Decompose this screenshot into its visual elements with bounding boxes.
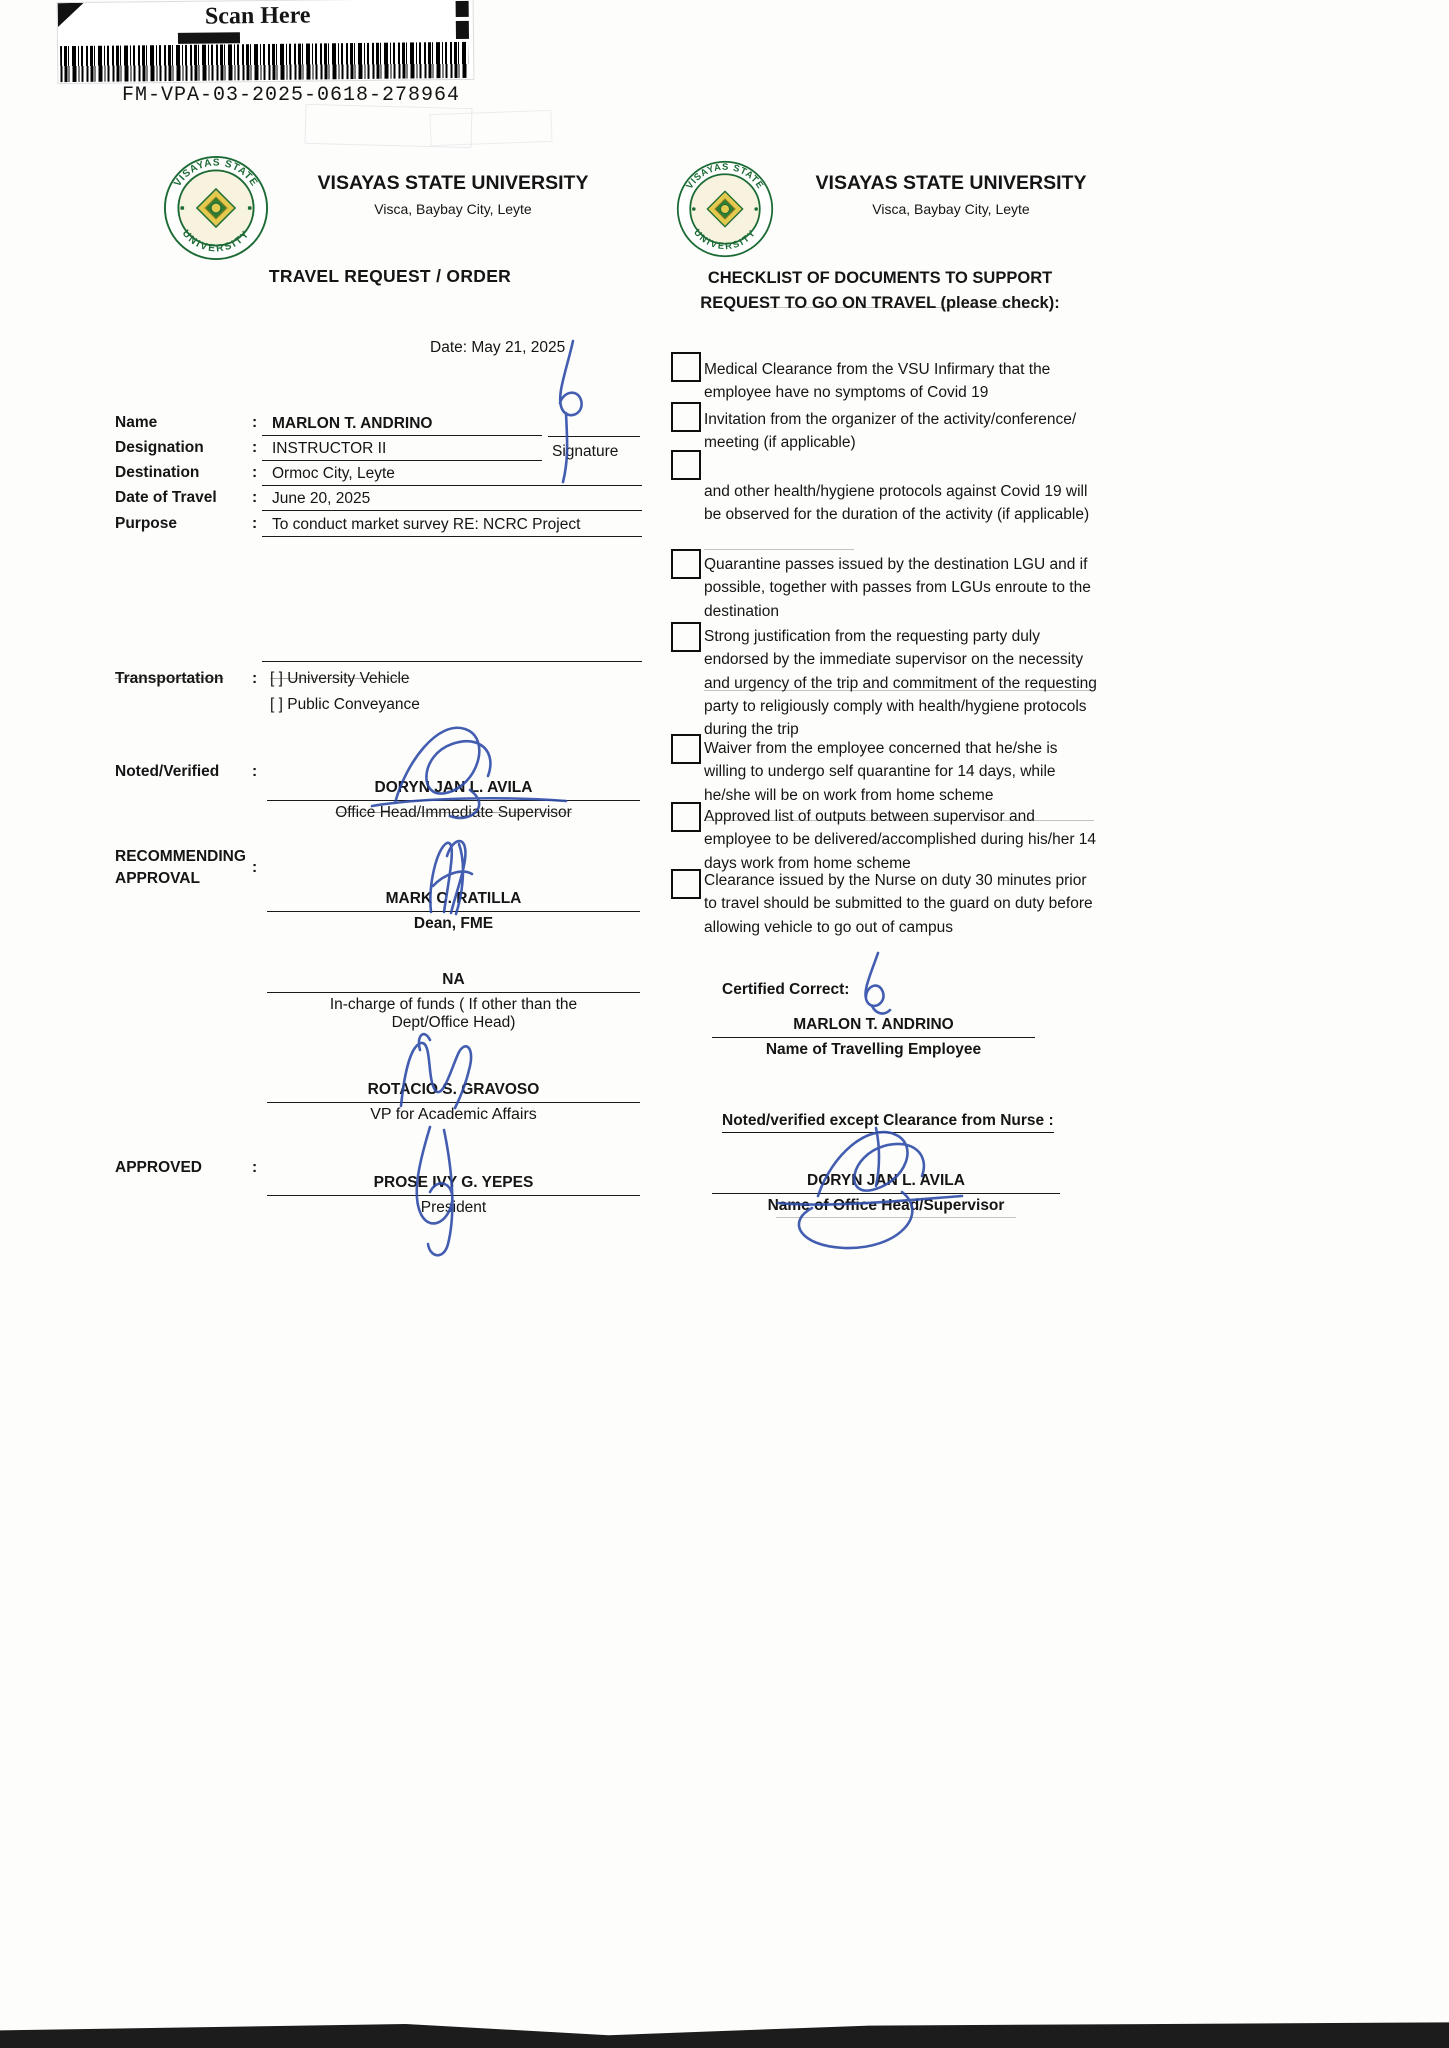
- field-colon: :: [252, 414, 258, 431]
- right-university-address: Visca, Baybay City, Leyte: [872, 201, 1030, 217]
- signature-caption: Signature: [552, 443, 619, 460]
- field-row-purpose: [115, 513, 655, 537]
- checkbox: [671, 802, 701, 832]
- approval-block-funds: [267, 971, 640, 1032]
- signature-rule: [267, 1102, 640, 1103]
- approver-name: DORYN JAN L. AVILA: [374, 779, 533, 796]
- field-colon: :: [252, 1159, 258, 1176]
- checklist-item-text: Clearance issued by the Nurse on duty 30 minutes prior to travel should be submitted to the guard on duty before allowing vehicle to go out of campus: [704, 872, 1093, 936]
- barcode-code: FM-VPA-03-2025-0618-278964: [122, 84, 461, 107]
- noted-block: [712, 1172, 1060, 1215]
- scan-sticker: [57, 0, 475, 84]
- approved-label: APPROVED: [115, 1159, 202, 1176]
- date-of-travel-field-value: June 20, 2025: [262, 487, 642, 511]
- approval-block-office-head: [267, 779, 640, 822]
- certified-title: Name of Travelling Employee: [765, 1041, 982, 1058]
- bottom-scan-strip: [0, 2016, 1449, 2048]
- transportation-label: Transportation: [115, 670, 224, 687]
- left-university-name: VISAYAS STATE UNIVERSITY: [317, 172, 589, 194]
- checklist-item-text: Waiver from the employee concerned that he/she is willing to undergo self quarantine for 14 days, while he/she will be on work from home scheme: [704, 740, 1058, 804]
- purpose-field-label: Purpose: [115, 515, 178, 532]
- scan-artifact-line: [704, 549, 854, 550]
- approver-title: In-charge of funds ( If other than the Dept/Office Head): [329, 996, 578, 1031]
- approver-title: Office Head/Immediate Supervisor: [335, 804, 572, 821]
- checkbox: [671, 352, 701, 382]
- checklist-item-text: Invitation from the organizer of the activity/conference/ meeting (if applicable): [704, 411, 1077, 452]
- approver-name: MARK C. RATILLA: [385, 890, 522, 907]
- checkbox: [671, 734, 701, 764]
- checklist-title: CHECKLIST OF DOCUMENTS TO SUPPORT REQUEST TO GO ON TRAVEL (please check):: [700, 269, 1060, 312]
- approval-block-vp: [267, 1081, 640, 1124]
- scan-here-label: Scan Here: [204, 2, 311, 30]
- approver-name: PROSE IVY G. YEPES: [373, 1174, 534, 1191]
- form-title: TRAVEL REQUEST / ORDER: [268, 266, 512, 286]
- approver-title: Dean, FME: [413, 915, 494, 932]
- checklist-item-text: Medical Clearance from the VSU Infirmary that the employee have no symptoms of Covid 19: [704, 361, 1051, 402]
- field-colon: :: [252, 670, 258, 687]
- signature-rule: [267, 911, 640, 912]
- transportation-option-public-conveyance: [ ] Public Conveyance: [270, 696, 420, 713]
- travel-date: Date: May 21, 2025: [430, 339, 566, 356]
- scan-artifact-line: [776, 1217, 1016, 1218]
- left-university-address: Visca, Baybay City, Leyte: [374, 201, 532, 217]
- signature-rule: [267, 1195, 640, 1196]
- certified-block: [712, 1016, 1035, 1059]
- vsu-seal-right-icon: [676, 160, 774, 258]
- checklist-item-text: Quarantine passes issued by the destination LGU and if possible, together with passes from LGUs enroute to the destination: [704, 556, 1091, 620]
- checkbox: [671, 622, 701, 652]
- vsu-seal-left-icon: [163, 155, 269, 261]
- right-university-name: VISAYAS STATE UNIVERSITY: [815, 172, 1087, 194]
- sticker-ink-mark: [178, 32, 240, 44]
- approver-title: VP for Academic Affairs: [370, 1106, 537, 1123]
- approver-name: ROTACIO S. GRAVOSO: [367, 1081, 540, 1098]
- signature-rule: [267, 992, 640, 993]
- field-row-name: [115, 412, 655, 436]
- transportation-blank-line: [262, 661, 642, 662]
- barcode: [60, 42, 468, 82]
- checkbox: [671, 402, 701, 432]
- field-colon: :: [252, 489, 258, 506]
- checkbox: [671, 549, 701, 579]
- approval-block-dean: [267, 890, 640, 933]
- destination-field-label: Destination: [115, 464, 200, 481]
- designation-field-label: Designation: [115, 439, 204, 456]
- field-colon: :: [252, 763, 258, 780]
- approver-name: NA: [442, 971, 465, 988]
- noted-title: Name of Office Head/Supervisor: [767, 1197, 1005, 1214]
- recommending-approval-label: RECOMMENDING APPROVAL: [115, 848, 246, 887]
- name-field-label: Name: [115, 414, 158, 431]
- designation-field-value: INSTRUCTOR II: [262, 437, 542, 461]
- signature-line: [548, 436, 640, 437]
- field-colon: :: [252, 439, 258, 456]
- transportation-option-university-vehicle: [ ] University Vehicle: [270, 670, 410, 687]
- scan-artifact-line: [704, 820, 1094, 821]
- approval-block-president: [267, 1174, 640, 1217]
- noted-name: DORYN JAN L. AVILA: [807, 1172, 965, 1189]
- date-of-travel-field-label: Date of Travel: [115, 489, 217, 506]
- checkbox: [671, 450, 701, 480]
- field-row-date-of-travel: [115, 487, 655, 511]
- scan-artifact-line: [704, 690, 1094, 691]
- signature-rule: [712, 1193, 1060, 1194]
- checklist-item-text: and other health/hygiene protocols against Covid 19 will be observed for the duration of the activity (if applicable): [704, 483, 1090, 524]
- field-colon: :: [252, 859, 258, 876]
- checkbox: [671, 869, 701, 899]
- name-field-value: MARLON T. ANDRINO: [262, 412, 542, 436]
- checklist-item-text: Approved list of outputs between supervisor and employee to be delivered/accomplished during his/her 14 days work from home scheme: [704, 808, 1097, 872]
- certified-signature: [865, 953, 890, 1013]
- field-colon: :: [252, 515, 258, 532]
- destination-field-value: Ormoc City, Leyte: [262, 462, 642, 486]
- purpose-field-value: To conduct market survey RE: NCRC Project: [262, 513, 642, 537]
- noted-except-nurse-label: Noted/verified except Clearance from Nurse :: [722, 1112, 1054, 1133]
- signature-rule: [267, 800, 640, 801]
- field-row-destination: [115, 462, 655, 486]
- certified-correct-label: Certified Correct:: [722, 981, 850, 998]
- checklist-item-text: Strong justification from the requesting party duly endorsed by the immediate supervisor on the necessity and urgency of the trip and commitment of the requesting party to religiously comply with health/hygiene protocols during the trip: [704, 628, 1097, 739]
- certified-name: MARLON T. ANDRINO: [793, 1016, 954, 1033]
- field-colon: :: [252, 464, 258, 481]
- bleed-through-artifact: [429, 110, 552, 146]
- signature-rule: [712, 1037, 1035, 1038]
- scan-artifact-line: [745, 307, 1045, 308]
- approver-title: President: [420, 1199, 487, 1216]
- noted-verified-label: Noted/Verified: [115, 763, 220, 780]
